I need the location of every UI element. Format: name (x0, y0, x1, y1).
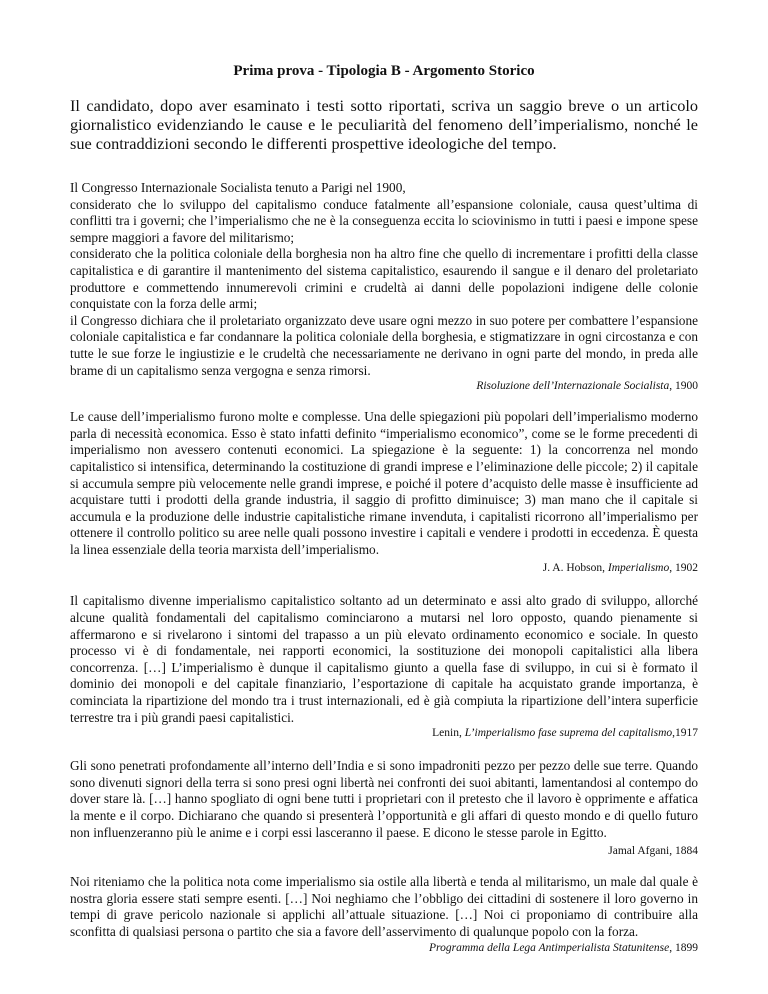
source-year: ,1917 (672, 727, 698, 740)
source-author: Lenin, (432, 727, 465, 740)
source-year: , 1899 (669, 941, 698, 954)
source-work: Imperialismo (607, 562, 670, 575)
paragraph: Le cause dell’imperialismo furono molte e complesse. Una delle spiegazioni più popolari dell’imperialismo moderno parla di necessità economica. Esso è stato infatti definito “imperialismo economico”, come se le forme precedenti di imperialismo non avessero contenuti economici. La spiegazione è la seguente: 1) la concorrenza nel mondo capitalistico si intensifica, determinando la costituzione di grandi imprese e l’eliminazione delle piccole; 2) il capitale si accumula sempre più velocemente nelle grandi imprese, e poiché il potere d’acquisto delle masse è insufficiente ad acquistare tutti i prodotti della grande industria, il saggio di profitto diminuisce; 3) man mano che il capitale si accumula e la produzione delle industrie capitalistiche rimane invenduta, i capitalisti ricorrono all’imperialismo per ottenere il controllo politico su aree nelle quali possono investire i capitali e vendere i prodotti in eccedenza. È questa la linea essenziale della teoria marxista dell’imperialismo. (70, 409, 698, 557)
passage (70, 758, 698, 841)
text-block-lenin (70, 593, 698, 740)
source-citation (70, 844, 698, 858)
source-work: L’imperialismo fase suprema del capitalismo (464, 727, 673, 740)
paragraph: considerato che lo sviluppo del capitalismo conduce fatalmente all’espansione coloniale, causa quest’ultima di conflitti tra i governi; che l’imperialismo che ne è la conseguenza eccita lo sciovinismo in tutti i paesi e impone spese sempre maggiori a favore del militarismo; (70, 196, 698, 245)
paragraph: Il Congresso Internazionale Socialista tenuto a Parigi nel 1900, (70, 180, 406, 195)
source-author: J. A. Hobson, (542, 562, 608, 575)
source-year: , 1902 (669, 562, 698, 575)
text-block-socialist-resolution (70, 180, 698, 393)
source-citation (70, 379, 698, 393)
paragraph: Gli sono penetrati profondamente all’interno dell’India e si sono impadroniti pezzo per pezzo delle sue terre. Quando sono divenuti signori della terra si sono presi ogni libertà nei confronti dei suoi abitanti, lamentandosi al contempo do dover stare là. […] hanno spogliato di ogni bene tutti i proprietari con il pretesto che il lavoro è opprimente e affatica la mente e il corpo. Dichiarano che quando si presenterà l’opportunità e gli affari di questo mondo e di quello futuro non influenzeranno più le anime e i corpi essi lasceranno il paese. E dicono le stesse parole in Egitto. (70, 758, 698, 840)
source-work: Programma della Lega Antimperialista Statunitense (429, 941, 670, 954)
text-block-antiimperialist-league (70, 874, 698, 954)
text-block-afgani (70, 758, 698, 858)
paragraph: Il capitalismo divenne imperialismo capitalistico soltanto ad un determinato e assi alto grado di sviluppo, allorché alcune qualità fondamentali del capitalismo cominciarono a mutarsi nel loro opposto, quando pienamente si affermarono e si rivelarono i sintomi del trapasso a un più elevato ordinamento economico e sociale. In questo processo vi è di fondamentale, nei rapporti economici, la sostituzione dei monopoli capitalistici alla libera concorrenza. […] L’imperialismo è dunque il capitalismo giunto a quella fase di sviluppo, in cui si è formato il dominio dei monopoli e del capitale finanziario, l’esportazione di capitale ha acquistato grande importanza, è cominciata la ripartizione del mondo tra i trust internazionali, ed è già compiuta la ripartizione dell’intera superficie terrestre tra i più grandi paesi capitalistici. (70, 593, 698, 725)
passage (70, 593, 698, 726)
source-texts (70, 180, 698, 975)
source-work: Risoluzione dell’Internazionale Socialista (476, 380, 670, 393)
source-year: , 1900 (669, 380, 698, 393)
paragraph: Noi riteniamo che la politica nota come imperialismo sia ostile alla libertà e tenda al militarismo, un male dal quale è nostra gloria essere stati sempre esenti. […] Noi neghiamo che l’obbligo dei cittadini di sostenere il loro governo in tempi di grave pericolo nazionale si applichi all’attuale situazione. […] Noi ci proponiamo di contribuire alla sconfitta di qualsiasi persona o partito che sia a favore dell’asservimento di qualunque popolo con la forza. (70, 874, 698, 939)
source-citation (70, 941, 698, 955)
passage (70, 180, 698, 379)
paragraph: il Congresso dichiara che il proletariato organizzato deve usare ogni mezzo in suo potere per combattere l’espansione coloniale capitalistica e far condannare la politica coloniale della borghesia, e stigmatizzare in ogni circostanza e con tutte le sue forze le ingiustizie e le crudeltà che necessariamente ne derivano in ogni parte del mondo, in preda alle brame di un capitalismo senza vergogna e senza rimorsi. (70, 312, 698, 378)
page-title: Prima prova - Tipologia B - Argomento Storico (233, 63, 535, 79)
passage (70, 409, 698, 558)
paragraph: considerato che la politica coloniale della borghesia non ha altro fine che quello di incrementare i profitti della classe capitalistica e di garantire il mantenimento del sistema capitalistico, esaurendo il sangue e il denaro del proletariato produttore e commettendo innumerevoli crimini e crudeltà ai danni delle popolazioni indigene delle colonie conquistate con la forza delle armi; (70, 246, 698, 312)
source-citation (70, 561, 698, 575)
source-citation (70, 726, 698, 740)
passage (70, 874, 698, 940)
text-block-hobson (70, 409, 698, 575)
assignment-intro: Il candidato, dopo aver esaminato i testi sotto riportati, scriva un saggio breve o un articolo giornalistico evidenziando le cause e le peculiarità del fenomeno dell’imperialismo, nonché le sue contraddizioni secondo le differenti prospettive ideologiche del tempo. (70, 96, 698, 153)
source-author: Jamal Afgani, 1884 (608, 845, 698, 858)
